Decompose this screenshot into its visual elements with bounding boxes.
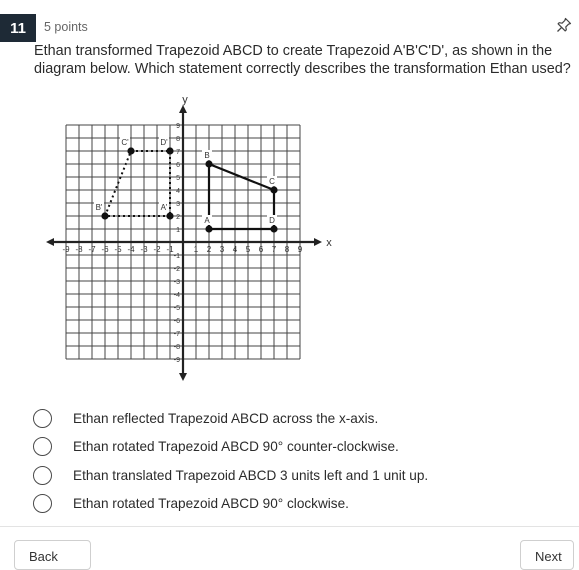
vertex-point [205, 160, 212, 167]
y-tick-label: 6 [176, 162, 180, 169]
choice-3[interactable] [33, 461, 553, 490]
x-tick-label: -3 [140, 245, 148, 254]
y-tick-label: 8 [176, 136, 180, 143]
radio-button[interactable] [33, 466, 52, 485]
vertex-point [270, 186, 277, 193]
choice-2[interactable] [33, 433, 553, 462]
vertex-label: B [204, 151, 210, 160]
x-axis-arrow-right [314, 238, 322, 246]
choice-4[interactable] [33, 490, 553, 519]
x-tick-label: -5 [114, 245, 122, 254]
x-tick-label: -8 [75, 245, 83, 254]
y-tick-label: 4 [176, 188, 180, 195]
x-tick-label: 3 [219, 245, 225, 254]
answer-choices [33, 404, 553, 518]
vertex-point [205, 225, 212, 232]
x-tick-label: 1 [193, 245, 199, 254]
x-tick-label: 2 [206, 245, 212, 254]
y-tick-label: -4 [173, 292, 180, 299]
y-tick-label: 7 [176, 149, 180, 156]
vertex-label: D [269, 216, 275, 225]
question-prompt: Ethan transformed Trapezoid ABCD to create Trapezoid A'B'C'D', as shown in the diagram below. Which statement correctly describes the transformation Ethan used? [34, 43, 571, 77]
x-tick-label: 5 [245, 245, 251, 254]
y-tick-label: 5 [176, 175, 180, 182]
y-tick-label: -6 [173, 318, 180, 325]
vertex-label: A' [160, 203, 168, 212]
radio-button[interactable] [33, 437, 52, 456]
x-tick-label: -9 [62, 245, 70, 254]
coordinate-graph-figure [38, 82, 354, 394]
back-button[interactable]: Back [14, 540, 91, 570]
y-axis-arrow-top [179, 105, 187, 113]
y-tick-label: 1 [176, 227, 180, 234]
x-tick-label: 4 [232, 245, 238, 254]
x-axis-arrow-left [46, 238, 54, 246]
question-number-badge: 11 [0, 14, 36, 42]
choice-1[interactable] [33, 404, 553, 433]
y-tick-label: -5 [173, 305, 180, 312]
vertex-label: C [269, 177, 275, 186]
x-tick-label: 8 [284, 245, 290, 254]
y-tick-label: -9 [173, 357, 180, 364]
x-tick-label: -2 [153, 245, 161, 254]
y-tick-label: 9 [176, 123, 180, 130]
y-tick-label: -7 [173, 331, 180, 338]
y-tick-label: -2 [173, 266, 180, 273]
x-tick-label: -4 [127, 245, 135, 254]
choice-text: Ethan reflected Trapezoid ABCD across the x-axis. [73, 410, 379, 426]
vertex-label: D' [160, 138, 168, 147]
x-tick-label: -1 [166, 245, 174, 254]
footer-divider [0, 526, 579, 527]
x-tick-label: -7 [88, 245, 96, 254]
vertex-point [166, 147, 173, 154]
y-tick-label: -1 [173, 253, 180, 260]
vertex-point [166, 212, 173, 219]
vertex-point [101, 212, 108, 219]
y-tick-label: -3 [173, 279, 180, 286]
next-button[interactable]: Next [520, 540, 574, 570]
x-tick-label: 9 [297, 245, 303, 254]
y-axis-arrow-bottom [179, 373, 187, 381]
y-tick-label: -8 [173, 344, 180, 351]
x-tick-label: 6 [258, 245, 264, 254]
vertex-label: B' [95, 203, 103, 212]
vertex-label: A [204, 216, 210, 225]
choice-text: Ethan rotated Trapezoid ABCD 90° counter-clockwise. [73, 439, 399, 455]
x-tick-label: 7 [271, 245, 277, 254]
vertex-point [270, 225, 277, 232]
trapezoid-original [209, 164, 274, 229]
x-tick-label: -6 [101, 245, 109, 254]
radio-button[interactable] [33, 409, 52, 428]
vertex-label: C' [121, 138, 129, 147]
pin-icon[interactable] [556, 17, 572, 33]
radio-button[interactable] [33, 494, 52, 513]
choice-text: Ethan translated Trapezoid ABCD 3 units left and 1 unit up. [73, 467, 429, 483]
y-axis-label: y [182, 94, 188, 106]
y-tick-label: 2 [176, 214, 180, 221]
question-points: 5 points [44, 20, 88, 34]
y-tick-label: 3 [176, 201, 180, 208]
x-axis-label: x [326, 237, 332, 249]
vertex-point [127, 147, 134, 154]
coordinate-graph [38, 82, 354, 394]
choice-text: Ethan rotated Trapezoid ABCD 90° clockwise. [73, 496, 349, 512]
